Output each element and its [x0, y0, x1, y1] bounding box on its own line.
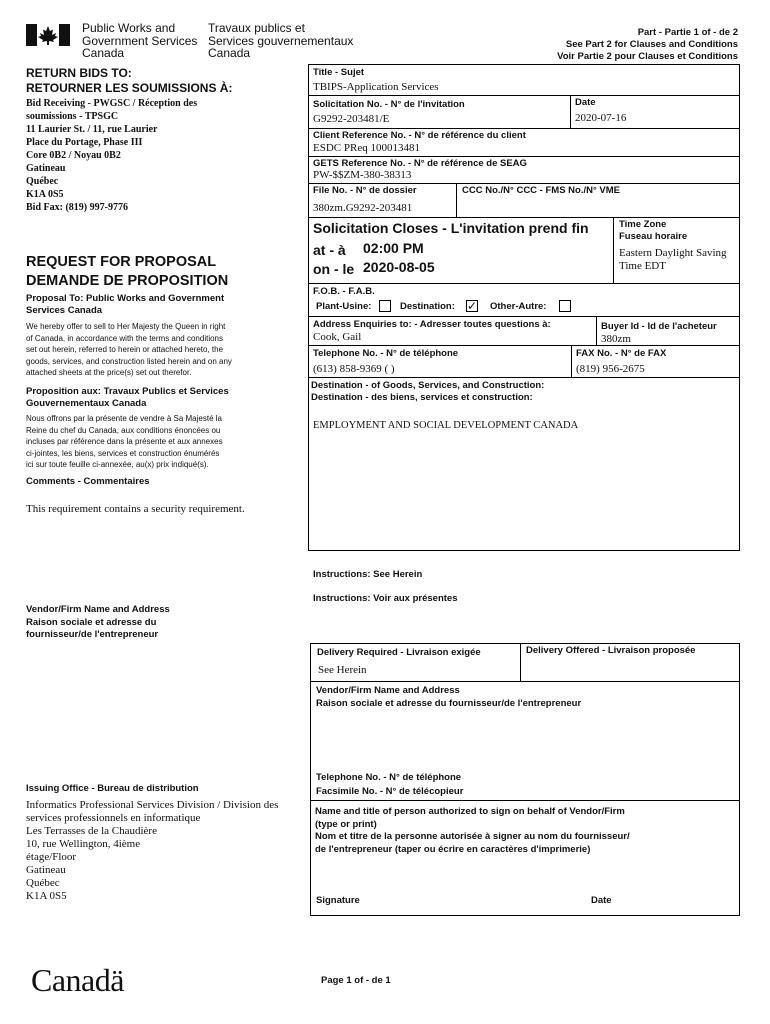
department-name-fr: Travaux publics et Services gouvernementaux Canada: [208, 21, 354, 60]
gets-reference-label: GETS Reference No. - N° de référence de SEAG: [313, 158, 527, 169]
rfp-title: REQUEST FOR PROPOSAL DEMANDE DE PROPOSITION: [26, 254, 229, 289]
delivery-required-value: See Herein: [318, 664, 367, 676]
part-indicator: Part - Partie 1 of - de 2 See Part 2 for Clauses and Conditions Voir Partie 2 pour Clauses et Conditions: [557, 27, 738, 62]
telephone-value: (613) 858-9369 ( ): [313, 363, 395, 375]
signature-date-label: Date: [591, 895, 612, 906]
instructions-fr: Instructions: Voir aux présentes: [313, 593, 458, 604]
destination-goods-label: Destination - of Goods, Services, and Construction: Destination - des biens, services et construction:: [311, 380, 545, 403]
checkmark-icon: ✓: [467, 299, 478, 313]
destination-checkbox-label: Destination:: [400, 301, 455, 312]
fob-label: F.O.B. - F.A.B.: [313, 286, 375, 297]
other-autre-checkbox[interactable]: [559, 300, 571, 312]
delivery-offered-label: Delivery Offered - Livraison proposée: [526, 645, 696, 656]
closing-date-value: 2020-08-05: [363, 259, 435, 275]
client-reference-value: ESDC PReq 100013481: [313, 142, 420, 154]
canada-wordmark: Canadä: [31, 962, 124, 998]
address-enquiries-value: Cook, Gail: [313, 331, 362, 343]
title-value: TBIPS-Application Services: [313, 81, 439, 93]
vendor-name-address-right-label: Vendor/Firm Name and Address Raison sociale et adresse du fournisseur/de l'entrepreneur: [316, 685, 582, 709]
comments-text: This requirement contains a security requirement.: [26, 503, 245, 515]
closing-time-value: 02:00 PM: [363, 240, 424, 256]
client-reference-label: Client Reference No. - N° de référence du client: [313, 130, 526, 141]
closing-on-label: on - le: [313, 261, 355, 277]
instructions-en: Instructions: See Herein: [313, 569, 423, 580]
buyer-id-label: Buyer Id - Id de l'acheteur: [601, 321, 717, 332]
plant-usine-label: Plant-Usine:: [316, 301, 372, 312]
authorized-signer-label: Name and title of person authorized to sign on behalf of Vendor/Firm (type or print) Nom et titre de la personne autorisée à signer au nom du fournisseur/ de l'entrepreneur (taper ou écrire en caractères d'imprimerie): [315, 806, 630, 855]
ccc-number-label: CCC No./N° CCC - FMS No./N° VME: [462, 185, 621, 196]
issuing-office-label: Issuing Office - Bureau de distribution: [26, 783, 199, 794]
proposal-to-heading: Proposal To: Public Works and Government Services Canada: [26, 293, 225, 316]
vendor-telephone-label: Telephone No. - N° de téléphone: [316, 772, 462, 783]
solicitation-number-label: Solicitation No. - N° de l'invitation: [313, 99, 465, 110]
date-value: 2020-07-16: [575, 112, 627, 124]
fax-value: (819) 956-2675: [576, 363, 645, 375]
time-zone-value: Eastern Daylight Saving Time EDT: [619, 247, 727, 272]
return-bids-address: Bid Receiving - PWGSC / Réception des soumissions - TPSGC 11 Laurier St. / 11, rue Laurier Place du Portage, Phase III Core 0B2 / Noyau 0B2 Gatineau Québec K1A 0S5 Bid Fax: (819) 997-9776: [26, 98, 198, 213]
plant-usine-checkbox[interactable]: [379, 300, 391, 312]
solicitation-closes-title: Solicitation Closes - L'invitation prend fin: [313, 220, 589, 236]
time-zone-label: Time Zone Fuseau horaire: [619, 219, 688, 242]
proposition-body: Nous offrons par la présente de vendre à Sa Majesté la Reine du chef du Canada, aux conditions énoncées ou incluses par référence dans la présente et aux annexes ci-jointes, les biens, services et construction énumérés ici sur toute feuille ci-annexée, au(x) prix indiqué(s).: [26, 414, 223, 469]
vendor-facsimile-label: Facsimile No. - N° de télécopieur: [316, 786, 464, 797]
signature-label: Signature: [316, 895, 360, 906]
delivery-required-label: Delivery Required - Livraison exigée: [317, 647, 481, 658]
proposition-heading: Proposition aux: Travaux Publics et Services Gouvernementaux Canada: [26, 386, 229, 409]
vendor-name-address-label: Vendor/Firm Name and Address Raison sociale et adresse du fournisseur/de l'entrepreneur: [26, 604, 170, 640]
solicitation-number-value: G9292-203481/E: [313, 113, 390, 125]
title-label: Title - Sujet: [313, 67, 365, 78]
issuing-office-address: Informatics Professional Services Division / Division des services professionnels en informatique Les Terrasses de la Chaudière 10, rue Wellington, 4ième étage/Floor Gatineau Québec K1A 0S5: [26, 799, 279, 902]
closing-at-label: at - à: [313, 242, 346, 258]
canada-flag-icon: [26, 24, 70, 46]
date-label: Date: [575, 97, 596, 108]
destination-goods-value: EMPLOYMENT AND SOCIAL DEVELOPMENT CANADA: [313, 420, 579, 431]
proposal-to-body: We hereby offer to sell to Her Majesty the Queen in right of Canada, in accordance with the terms and conditions set out herein, referred to herein or attached hereto, the goods, services, and construction listed herein and on any attached sheets at the price(s) set out therefor.: [26, 322, 232, 377]
telephone-label: Telephone No. - N° de téléphone: [313, 348, 459, 359]
page-number: Page 1 of - de 1: [321, 975, 391, 986]
department-name-en: Public Works and Government Services Canada: [82, 21, 198, 60]
gets-reference-value: PW-$$ZM-380-38313: [313, 169, 412, 181]
fax-label: FAX No. - N° de FAX: [576, 348, 667, 359]
file-number-label: File No. - N° de dossier: [313, 185, 417, 196]
buyer-id-value: 380zm: [601, 333, 631, 345]
return-bids-title: RETURN BIDS TO: RETOURNER LES SOUMISSIONS À:: [26, 66, 233, 95]
file-number-value: 380zm.G9292-203481: [313, 202, 413, 214]
address-enquiries-label: Address Enquiries to: - Adresser toutes questions à:: [313, 319, 551, 330]
other-autre-label: Other-Autre:: [490, 301, 547, 312]
comments-label: Comments - Commentaires: [26, 476, 150, 487]
destination-checkbox[interactable]: [466, 300, 478, 312]
